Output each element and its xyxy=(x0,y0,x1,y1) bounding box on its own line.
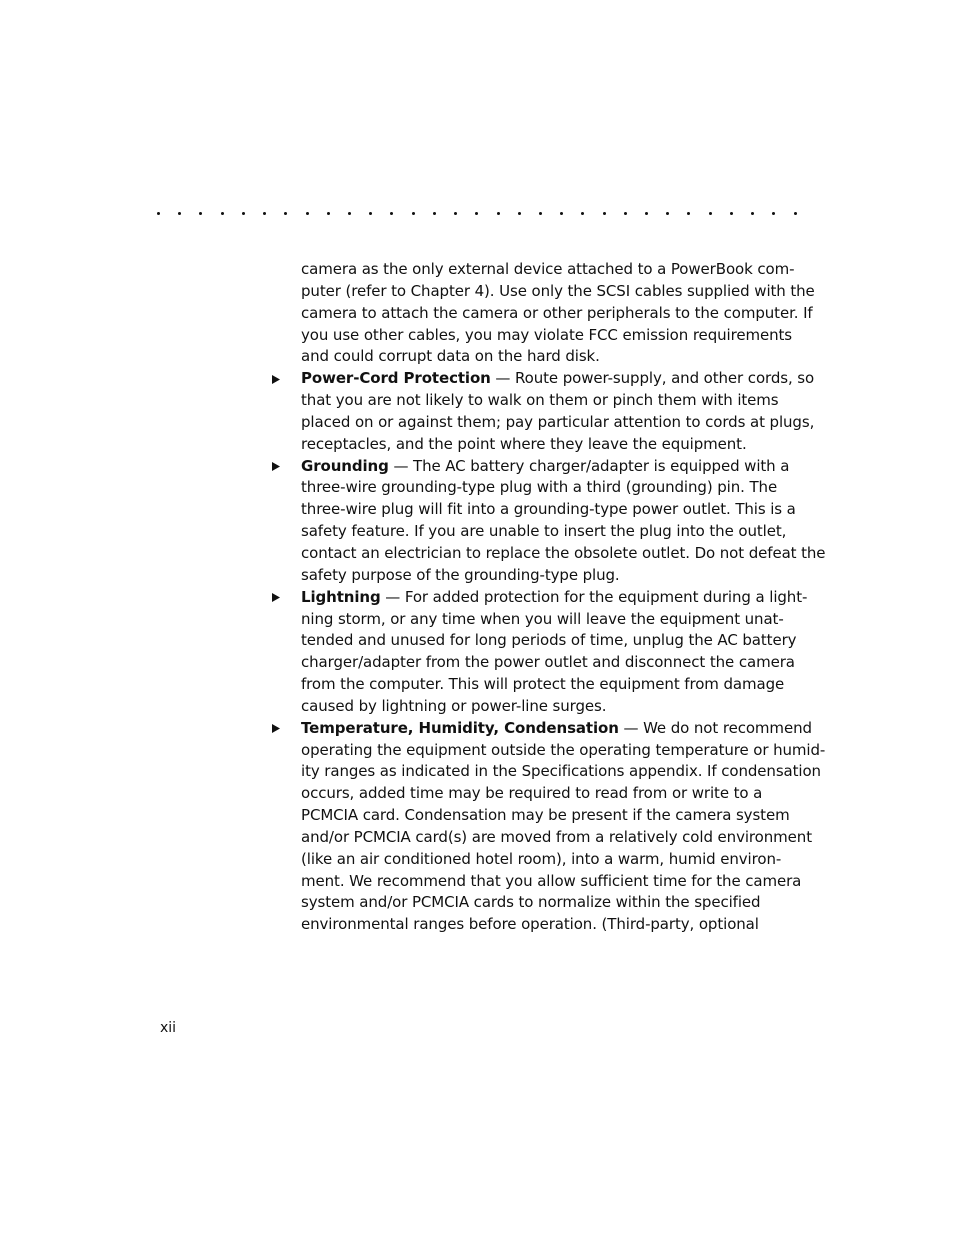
bullet-text: — Route power-supply, and other cords, so xyxy=(490,369,815,388)
text-line: and could corrupt data on the hard disk. xyxy=(301,347,600,366)
text-line: that you are not likely to walk on them or pinch them with items xyxy=(301,391,779,410)
dotted-rule-divider xyxy=(157,206,797,220)
text-line: and/or PCMCIA card(s) are moved from a relatively cold environment xyxy=(301,827,812,846)
bullet-text: — The AC battery charger/adapter is equipped with a xyxy=(388,456,790,475)
rule-dot xyxy=(412,212,415,215)
text-line: from the computer. This will protect the equipment from damage xyxy=(301,675,785,694)
text-line xyxy=(301,368,815,390)
text-line: receptacles, and the point where they leave the equipment. xyxy=(301,434,747,453)
rule-dot xyxy=(730,212,733,215)
rule-dot xyxy=(475,212,478,215)
rule-dot xyxy=(199,212,202,215)
bullet-text: — We do not recommend xyxy=(618,718,812,737)
bullet-item-lightning xyxy=(301,587,808,718)
text-line: charger/adapter from the power outlet and disconnect the camera xyxy=(301,653,795,672)
text-line: environmental ranges before operation. (Third-party, optional xyxy=(301,915,759,934)
text-line: ment. We recommend that you allow sufficient time for the camera xyxy=(301,871,802,890)
text-line: safety feature. If you are unable to insert the plug into the outlet, xyxy=(301,522,787,541)
rule-dot xyxy=(603,212,606,215)
rule-dot xyxy=(560,212,563,215)
rule-dot xyxy=(306,212,309,215)
text-line: PCMCIA card. Condensation may be present if the camera system xyxy=(301,806,790,825)
bullet-item-temperature-humidity-condensation xyxy=(301,718,826,936)
text-line: occurs, added time may be required to read from or write to a xyxy=(301,784,763,803)
rule-dot xyxy=(794,212,797,215)
text-line: three-wire grounding-type plug with a third (grounding) pin. The xyxy=(301,478,778,497)
text-line: placed on or against them; pay particular attention to cords at plugs, xyxy=(301,412,815,431)
rule-dot xyxy=(327,212,330,215)
text-line: ning storm, or any time when you will leave the equipment unat- xyxy=(301,609,784,628)
triangle-bullet-icon xyxy=(271,456,281,478)
text-line: safety purpose of the grounding-type plug. xyxy=(301,565,620,584)
rule-dot xyxy=(369,212,372,215)
bullet-item-power-cord-protection xyxy=(301,368,815,455)
text-line: puter (refer to Chapter 4). Use only the SCSI cables supplied with the xyxy=(301,281,815,300)
rule-dot xyxy=(157,212,160,215)
rule-dot xyxy=(645,212,648,215)
rule-dot xyxy=(709,212,712,215)
bullet-term: Power-Cord Protection xyxy=(301,369,491,388)
page-number: xii xyxy=(160,1020,177,1036)
text-line: operating the equipment outside the operating temperature or humid- xyxy=(301,740,826,759)
text-line: camera as the only external device attached to a PowerBook com- xyxy=(301,260,795,278)
body-text xyxy=(301,259,826,936)
text-line: tended and unused for long periods of time, unplug the AC battery xyxy=(301,631,797,650)
rule-dot xyxy=(433,212,436,215)
rule-dot xyxy=(263,212,266,215)
text-line: caused by lightning or power-line surges. xyxy=(301,696,607,715)
rule-dot xyxy=(390,212,393,215)
rule-dot xyxy=(454,212,457,215)
rule-dot xyxy=(284,212,287,215)
text-line: three-wire plug will fit into a grounding-type power outlet. This is a xyxy=(301,500,796,519)
rule-dot xyxy=(178,212,181,215)
rule-dot xyxy=(497,212,500,215)
bullet-term: Temperature, Humidity, Condensation xyxy=(301,718,619,737)
text-line xyxy=(301,587,808,609)
triangle-bullet-icon xyxy=(271,368,281,390)
rule-dot xyxy=(751,212,754,215)
bullet-term: Grounding xyxy=(301,456,389,475)
rule-dot xyxy=(221,212,224,215)
rule-dot xyxy=(348,212,351,215)
bullet-term: Lightning xyxy=(301,587,381,606)
text-line: system and/or PCMCIA cards to normalize within the specified xyxy=(301,893,761,912)
text-line: ity ranges as indicated in the Specifications appendix. If condensation xyxy=(301,762,821,781)
text-line xyxy=(301,456,801,478)
text-line: you use other cables, you may violate FCC emission requirements xyxy=(301,325,792,344)
rule-dot xyxy=(518,212,521,215)
rule-dot xyxy=(539,212,542,215)
rule-dot xyxy=(581,212,584,215)
triangle-bullet-icon xyxy=(271,587,281,609)
rule-dot xyxy=(624,212,627,215)
rule-dot xyxy=(687,212,690,215)
rule-dot xyxy=(772,212,775,215)
bullet-text: — For added protection for the equipment during a light- xyxy=(380,587,808,606)
text-line: (like an air conditioned hotel room), into a warm, humid environ- xyxy=(301,849,782,868)
bullet-item-grounding xyxy=(301,456,826,587)
text-line: contact an electrician to replace the obsolete outlet. Do not defeat the xyxy=(301,543,826,562)
intro-paragraph xyxy=(301,259,815,368)
triangle-bullet-icon xyxy=(271,718,281,740)
rule-dot xyxy=(242,212,245,215)
text-line xyxy=(301,718,812,740)
text-line: camera to attach the camera or other peripherals to the computer. If xyxy=(301,303,813,322)
rule-dot xyxy=(666,212,669,215)
